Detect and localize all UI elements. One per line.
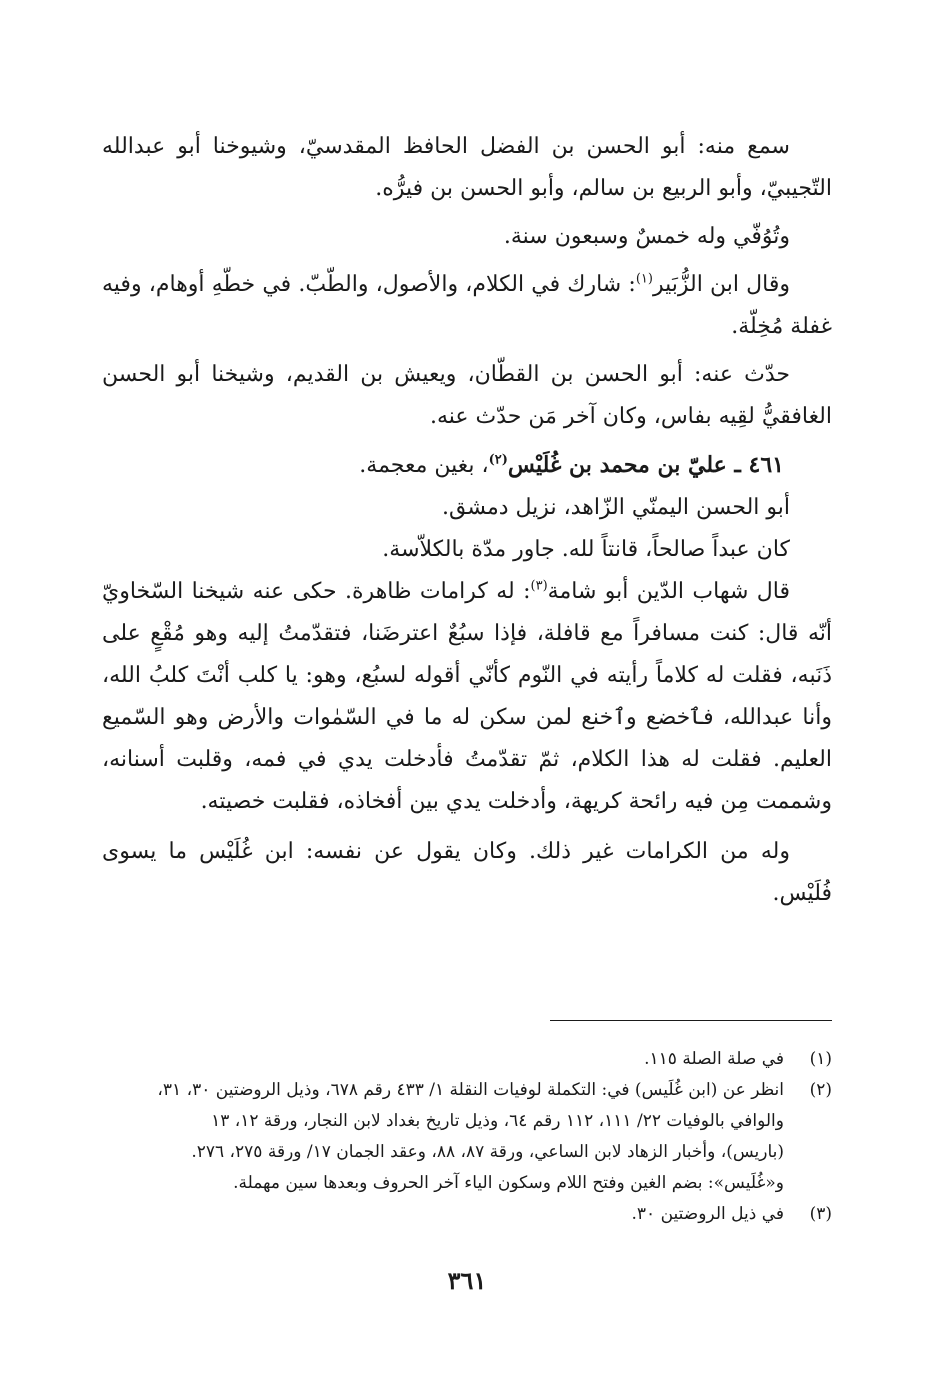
footnote-text <box>102 1199 784 1230</box>
paragraph-narrators: حدّث عنه: أبو الحسن بن القطّان، ويعيش بن القديم، وشيخنا أبو الحسن الغافقيُّ لقِيه بفاس، وكان آخر مَن حدّث عنه. <box>102 362 832 429</box>
abu-shama-text: قال شهاب الدّين أبو شامة <box>547 579 790 604</box>
footnote-2 <box>102 1075 832 1199</box>
footnote-3 <box>102 1199 832 1230</box>
footnote-ref-2[interactable]: (٢) <box>488 452 508 468</box>
footnote-line: والوافي بالوفيات ٢٢/ ١١١، ١١٢ رقم ٦٤، وذيل تاريخ بغداد لابن النجار، ورقة ١٢، ١٣ <box>211 1111 784 1131</box>
footnote-number: (١) <box>809 1049 832 1069</box>
footnote-ref-1[interactable]: (١) <box>635 271 653 287</box>
footnote-line: انظر عن (ابن غُلَيس) في: التكملة لوفيات النقلة ١/ ٤٣٣ رقم ٦٧٨، وذيل الروضتين ٣٠، ٣١، <box>157 1080 784 1100</box>
main-text <box>102 126 832 921</box>
paragraph-abu-shama <box>102 571 832 823</box>
paragraph-karamat: وله من الكرامات غير ذلك. وكان يقول عن نفسه: ابن غُلَيْس ما يسوى فُلَيْس. <box>102 839 832 906</box>
footnote-number: (٢) <box>809 1080 832 1100</box>
paragraph-ibn-zubayr <box>102 264 832 348</box>
footnote-number: (٣) <box>809 1204 832 1224</box>
entry-kunya: أبو الحسن اليمنّي الزّاهد، نزيل دمشق. <box>441 495 790 520</box>
footnote-text <box>102 1075 784 1199</box>
paragraph-death: وتُوُفّي وله خمسٌ وسبعون سنة. <box>503 224 790 249</box>
footnote-ref-3[interactable]: (٣) <box>530 578 548 594</box>
ibn-zubayr-text-cont: : شارك في الكلام، والأصول، والطّبّ. في خطّهِ أوهام، وفيه غفلة مُخِلّة. <box>102 272 832 339</box>
footnote-1 <box>102 1044 832 1075</box>
footnotes <box>102 1044 832 1230</box>
abu-shama-text-cont: : له كرامات ظاهرة. حكى عنه شيخنا السّخاويّ أنّه قال: كنت مسافراً مع قافلة، فإذا سبُعٌ اعترضَنا، فتقدّمتُ إليه وهو مُقْعٍ على ذَنَبه، فقلت له كلاماً رأيته في النّوم كأنّي أقوله لسبُع، وهو: يا كلب أنْتَ كلبُ الله، وأنا عبدالله، فٱخضع وٱخنع لمن سكن له ما في السّمٰوات والأرض وهو السّميع العليم. فقلت له هذا الكلام، ثمّ تقدّمتُ فأدخلت يدي في فمه، وقلبت أسنانه، وشممت مِن فيه رائحة كريهة، وأدخلت يدي بين أفخاذه، فقلبت خصيته. <box>102 579 832 814</box>
footnote-line: في صلة الصلة ١١٥. <box>644 1049 784 1069</box>
footnote-text <box>102 1044 784 1075</box>
footnote-line: في ذيل الروضتين ٣٠. <box>631 1204 784 1224</box>
footnote-line: (باريس)، وأخبار الزهاد لابن الساعي، ورقة ٨٧، ٨٨، وعقد الجمان ١٧/ ورقة ٢٧٥، ٢٧٦. <box>191 1142 784 1162</box>
ibn-zubayr-text: وقال ابن الزُّبَير <box>652 272 790 297</box>
footnote-divider <box>550 1020 832 1021</box>
entry-title: ٤٦١ ـ عليّ بن محمد بن غُلَيْس <box>507 452 784 478</box>
paragraph-listeners: سمع منه: أبو الحسن بن الفضل الحافظ المقدسيّ، وشيوخنا أبو عبدالله التّجيبيّ، وأبو الربيع بن سالم، وأبو الحسن بن فيرُّه. <box>102 134 832 201</box>
entry-heading <box>102 444 832 487</box>
entry-description: كان عبداً صالحاً، قانتاً لله. جاور مدّة بالكلاّسة. <box>382 537 790 562</box>
footnote-line: و«غُلَيس»: بضم الغين وفتح اللام وسكون الياء آخر الحروف وبعدها سين مهملة. <box>233 1173 784 1193</box>
entry-title-note: ، بغين معجمة. <box>359 453 489 478</box>
page-number: ٣٦١ <box>447 1266 487 1295</box>
